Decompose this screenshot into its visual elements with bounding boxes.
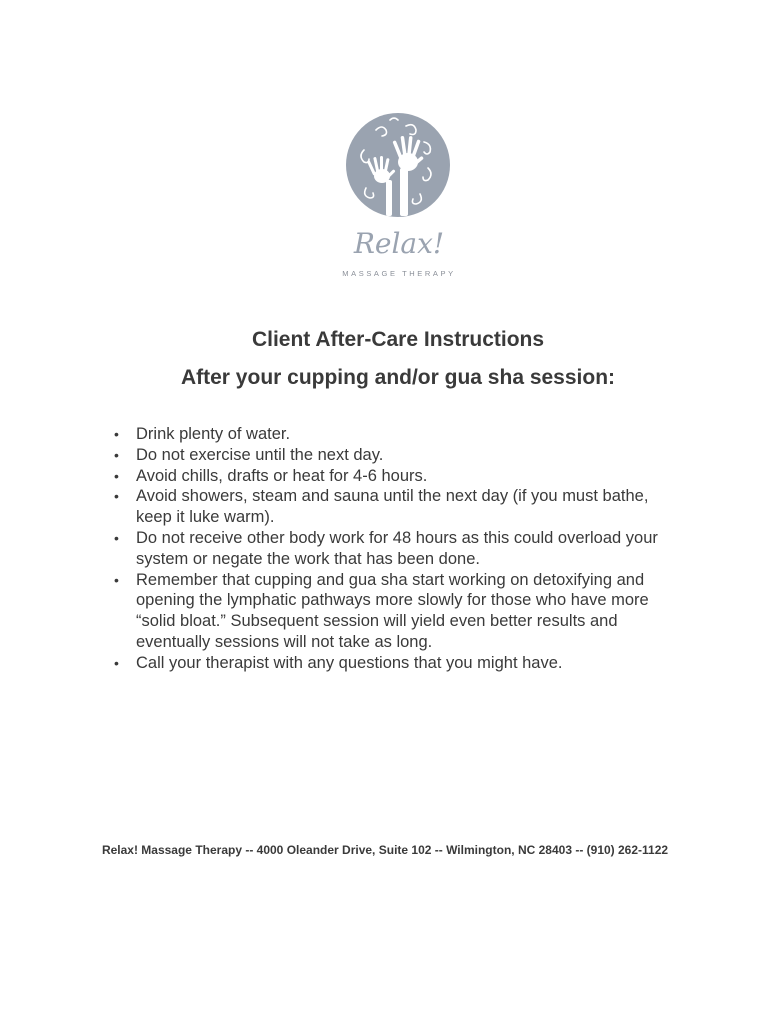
list-item [112,570,672,653]
page-subtitle: After your cupping and/or gua sha session: [180,366,616,389]
instruction-text: Call your therapist with any questions that you might have. [136,653,563,672]
list-item [112,445,672,466]
list-item [112,424,672,445]
logo-sub-text: MASSAGE THERAPY [342,269,456,278]
list-item [112,466,672,487]
footer-address: Relax! Massage Therapy -- 4000 Oleander Drive, Suite 102 -- Wilmington, NC 28403 -- (910) 262-1122 [101,843,669,857]
bullet-icon: • [114,654,119,671]
bullet-icon: • [114,488,119,505]
bullet-icon: • [114,446,119,463]
instruction-text: Drink plenty of water. [136,425,291,443]
bullet-icon: • [114,467,119,484]
bullet-icon: • [114,571,119,588]
list-item [112,528,672,570]
instruction-text: Do not exercise until the next day. [136,445,384,464]
page-title: Client After-Care Instructions [251,328,545,351]
bullet-icon: • [114,426,119,442]
logo-circle [346,113,450,217]
instruction-text: Do not receive other body work for 48 hours as this could overload your system or negate the work that has been done. [136,528,658,568]
list-item [112,653,672,674]
instruction-text: Avoid chills, drafts or heat for 4-6 hours. [136,466,428,485]
logo-brand-text: Relax! [353,227,445,260]
list-item [112,486,672,528]
instructions-list [112,424,672,674]
relax-logo [336,110,466,285]
instruction-text: Remember that cupping and gua sha start working on detoxifying and opening the lymphatic pathways more slowly for those who have more “solid bloat.” Subsequent session will yield even better results and eventually sessions will not take as long. [136,570,649,651]
bullet-icon: • [114,529,119,546]
instruction-text: Avoid showers, steam and sauna until the next day (if you must bathe, keep it luke warm). [136,487,649,527]
